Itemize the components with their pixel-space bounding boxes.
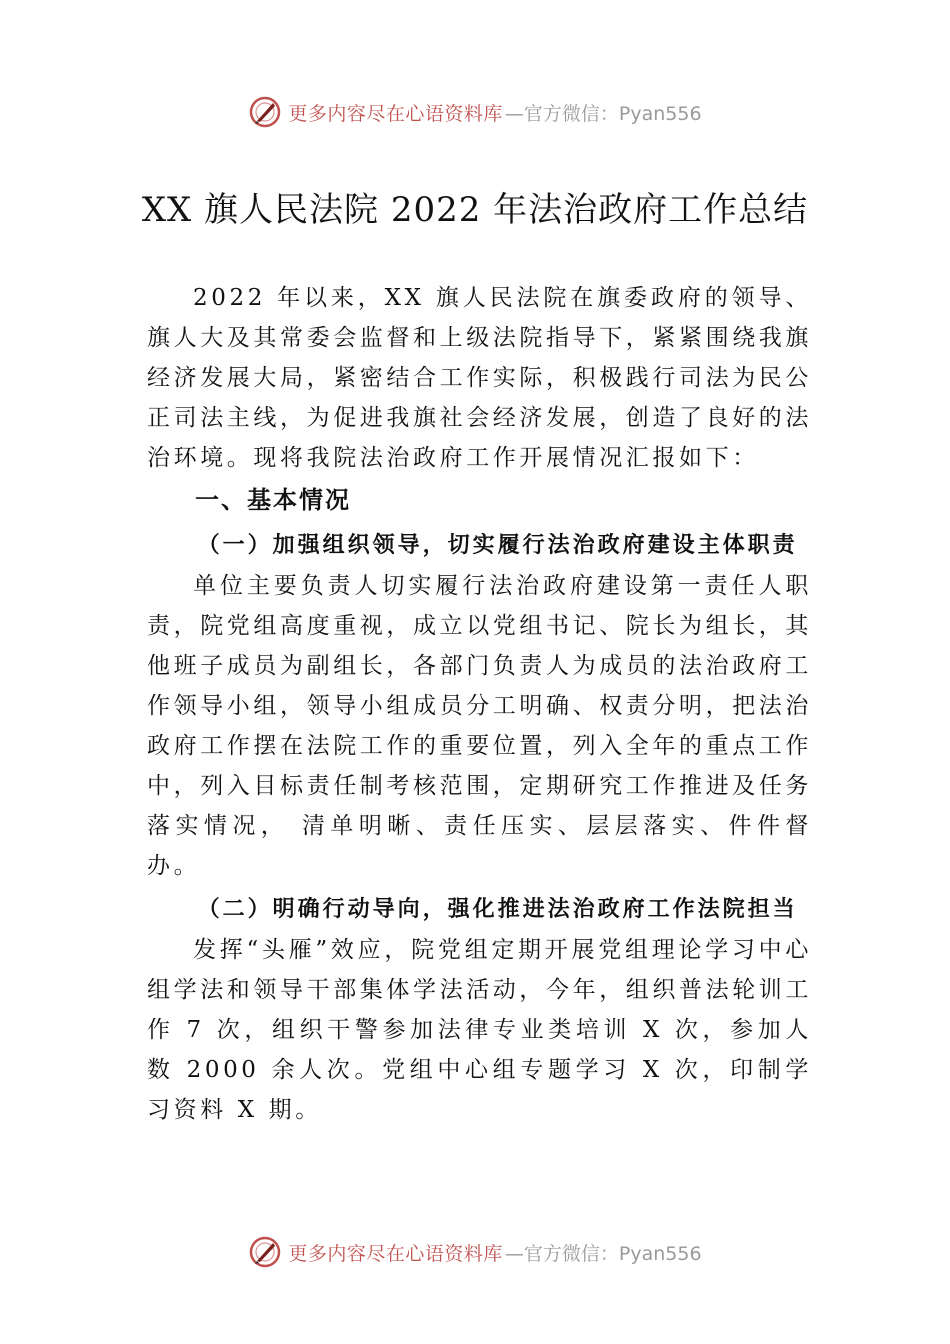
subsection-heading-1: （一）加强组织领导，切实履行法治政府建设主体职责 [197, 532, 798, 558]
document-body [147, 278, 812, 1130]
watermark-brand-text: 更多内容尽在心语资料库 [288, 102, 503, 125]
quill-pen-seal-icon [248, 1235, 282, 1269]
watermark-wechat-text: —官方微信：Pyan556 [504, 1242, 702, 1265]
subsection-2-paragraph: 发挥“头雁”效应，院党组定期开展党组理论学习中心组学法和领导干部集体学法活动，今年，组织普法轮训工作 7 次，组织干警参加法律专业类培训 X 次，参加人数 2000 余人次。党组中心组专题学习 X 次，印制学习资料 X 期。 [147, 937, 812, 1123]
watermark-wechat-text: —官方微信：Pyan556 [504, 102, 702, 125]
section-heading-basic: 一、基本情况 [195, 485, 351, 514]
footer-watermark [0, 1232, 950, 1272]
header-watermark [0, 92, 950, 132]
quill-pen-seal-icon [248, 95, 282, 129]
watermark-brand-text: 更多内容尽在心语资料库 [288, 1242, 503, 1265]
subsection-1-paragraph: 单位主要负责人切实履行法治政府建设第一责任人职责，院党组高度重视，成立以党组书记、院长为组长，其他班子成员为副组长，各部门负责人为成员的法治政府工作领导小组，领导小组成员分工明确、权责分明，把法治政府工作摆在法院工作的重要位置，列入全年的重点工作中，列入目标责任制考核范围，定期研究工作推进及任务落实情况， 清单明晰、责任压实、层层落实、件件督办。 [147, 573, 812, 879]
intro-paragraph: 2022 年以来，XX 旗人民法院在旗委政府的领导、旗人大及其常委会监督和上级法院指导下，紧紧围绕我旗经济发展大局，紧密结合工作实际，积极践行司法为民公正司法主线，为促进我旗社会经济发展，创造了良好的法治环境。现将我院法治政府工作开展情况汇报如下： [147, 285, 812, 471]
document-title: XX 旗人民法院 2022 年法治政府工作总结 [141, 190, 809, 230]
subsection-heading-2: （二）明确行动导向，强化推进法治政府工作法院担当 [197, 896, 798, 922]
